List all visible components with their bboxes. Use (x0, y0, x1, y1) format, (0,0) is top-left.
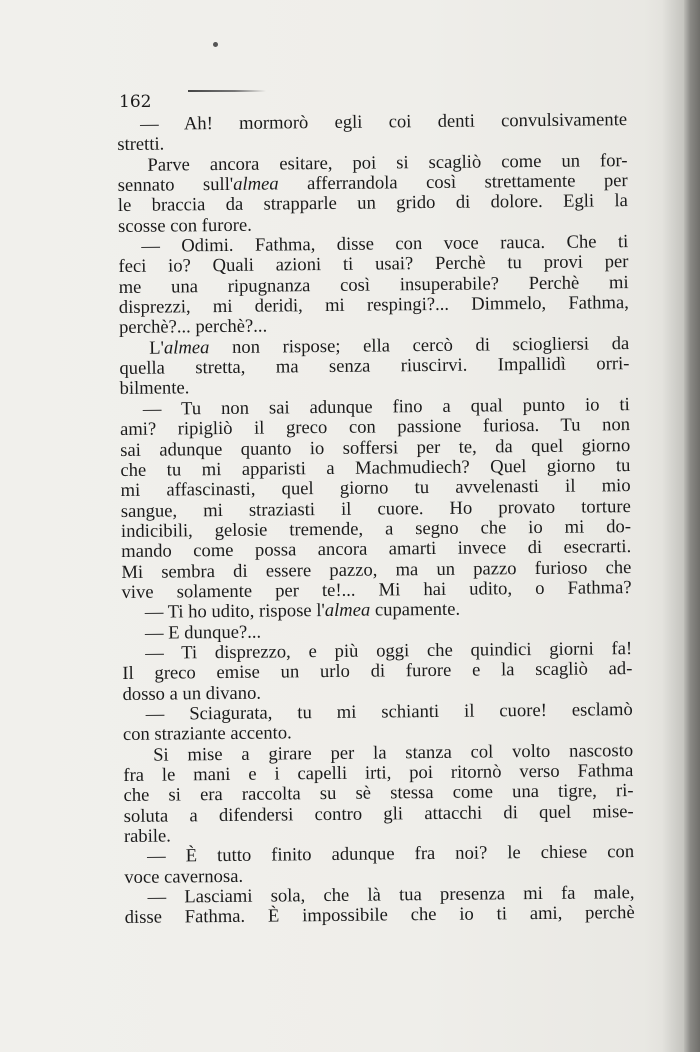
text-line: — Ah! mormorò egli coi denti convulsivamente (139, 109, 628, 135)
text-line: — È tutto finito adunque fra noi? le chiese con (147, 841, 635, 868)
text-line: voce cavernosa. (124, 865, 244, 888)
text-segment: sennato sull' (117, 173, 234, 197)
italic-word: almea (324, 599, 371, 622)
text-line: ami? ripigliò il greco con passione furiosa. Tu non (119, 414, 631, 441)
text-line: — E dunque?... (144, 621, 262, 644)
text-line: le braccia da strapparle un grido di dolore. Egli la (117, 190, 628, 217)
text-line: sai adunque quanto io soffersi per te, da quel giorno (120, 434, 631, 461)
text-segment: non rispose; ella cercò di sciogliersi da (209, 332, 630, 358)
text-line: disse Fathma. È impossibile che io ti ami, perchè (124, 902, 635, 929)
ink-speck (213, 42, 218, 47)
text-line: disprezzi, mi deridi, mi respingi?... Dimmelo, Fathma, (118, 292, 629, 319)
header-rule (188, 90, 266, 92)
text-segment: L' (149, 337, 165, 359)
text-line: — Tu non sai adunque fino a qual punto io ti (142, 393, 630, 420)
text-line: bilmente. (119, 377, 190, 400)
text-line: mi affascinasti, quel giorno tu avvelenasti il mio (120, 475, 631, 502)
page-edge-shadow (662, 0, 684, 1052)
text-line: me una ripugnanza così insuperabile? Perchè mi (118, 271, 629, 298)
body-text (117, 110, 635, 929)
text-line: indicibili, gelosie tremende, a segno che io mi do- (120, 515, 632, 542)
text-segment: — Ti ho udito, rispose l' (144, 600, 325, 624)
text-line: feci io? Quali azioni ti usai? Perchè tu provi per (118, 251, 629, 278)
text-line: dosso a un divano. (122, 682, 262, 705)
book-binding-edge (684, 0, 700, 1052)
text-line: — Lasciami sola, che là tua presenza mi fa male, (147, 882, 635, 908)
text-line: Parve ancora esitare, poi si scagliò come un for- (147, 149, 628, 176)
text-line: — Ti disprezzo, e più oggi che quindici giorni fa! (145, 638, 633, 664)
text-line: che tu mi apparisti a Machmudiech? Quel giorno tu (120, 454, 631, 481)
text-line: scosse con furore. (117, 214, 252, 237)
italic-word: almea (233, 173, 279, 195)
text-line: sangue, mi straziasti il cuore. Ho provato torture (120, 495, 631, 522)
text-line: — Odimi. Fathma, disse con voce rauca. Che ti (141, 231, 629, 257)
text-line: perchè?... perchè?... (118, 316, 268, 339)
text-segment: cupamente. (370, 598, 461, 621)
text-line: Mi sembra di essere pazzo, ma un pazzo furioso che (121, 556, 632, 583)
text-line: con straziante accento. (122, 722, 292, 746)
text-line: mando come possa ancora amarti invece di esecrarti. (121, 536, 632, 563)
text-line: — Sciagurata, tu mi schianti il cuore! esclamò (145, 699, 633, 725)
text-line: Il greco emise un urlo di furore e la scagliò ad- (122, 658, 633, 685)
italic-word: almea (163, 336, 210, 359)
text-line: fra le mani e i capelli irti, poi ritornò verso Fathma (123, 760, 634, 786)
text-line: Si mise a girare per la stanza col volto nascosto (153, 739, 634, 766)
text-line: rabile. (123, 825, 172, 847)
text-segment: afferrandola così strettamente per (278, 170, 628, 195)
text-line: vive solamente per te!... Mi hai udito, o Fathma? (121, 576, 632, 603)
page-number: 162 (119, 92, 152, 112)
text-line: che si era raccolta su sè stessa come una tigre, ri- (123, 780, 634, 807)
text-line: stretti. (117, 133, 165, 156)
text-line: soluta a difendersi contro gli attacchi di quel mise- (123, 800, 634, 827)
text-line: quella stretta, ma senza riuscirvi. Impallidì orri- (119, 353, 630, 380)
